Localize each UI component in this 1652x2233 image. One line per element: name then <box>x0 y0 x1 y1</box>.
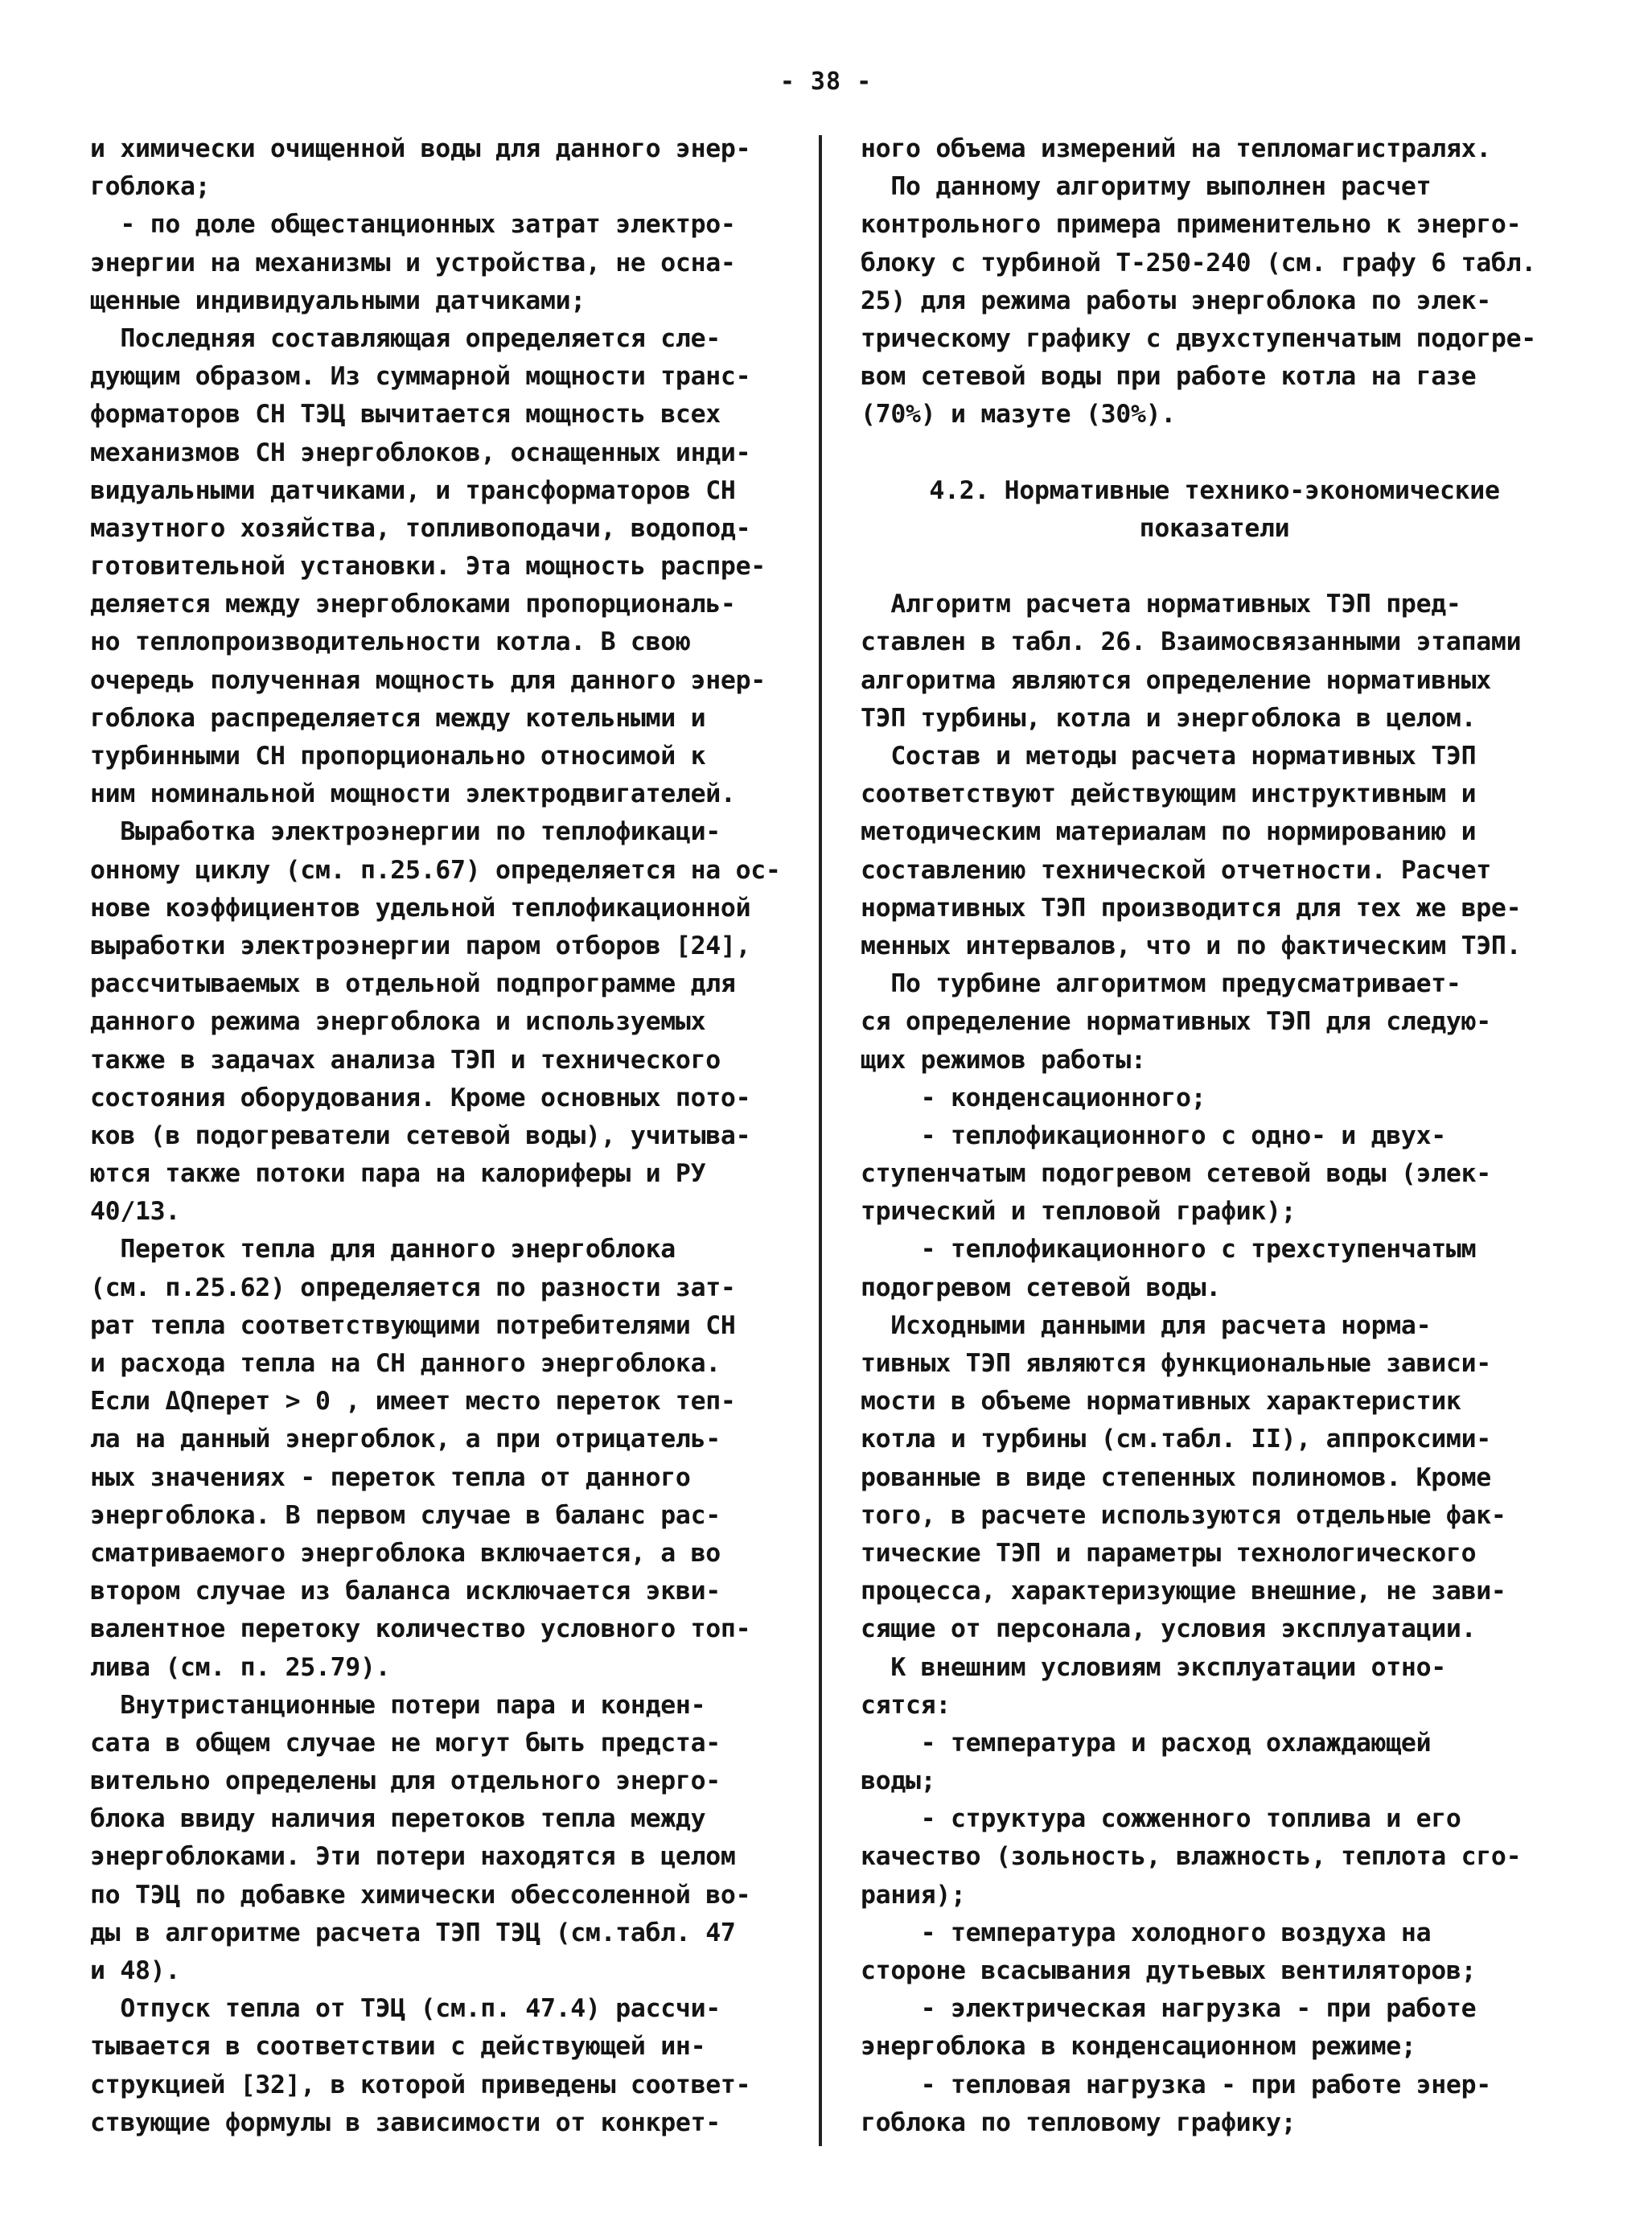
text-line: - тепловая нагрузка - при работе энер- <box>861 2070 1491 2099</box>
text-line: и 48). <box>90 1956 180 1985</box>
text-line: ды в алгоритме расчета ТЭП ТЭЦ (см.табл. 47 <box>90 1918 736 1947</box>
text-line: К внешним условиям эксплуатации отно- <box>861 1652 1446 1682</box>
spacer <box>861 434 1568 472</box>
text-line: вом сетевой воды при работе котла на газе <box>861 362 1477 392</box>
text-line: ставлен в табл. 26. Взаимосвязанными этапами <box>861 627 1522 657</box>
text-line: - электрическая нагрузка - при работе <box>861 1994 1477 2024</box>
text-line: мазутного хозяйства, топливоподачи, водопод- <box>90 513 751 543</box>
text-line: рат тепла соответствующими потребителями СН <box>90 1310 736 1340</box>
text-line: гоблока по тепловому графику; <box>861 2108 1297 2137</box>
text-line: тывается в соответствии с действующей ин- <box>90 2032 706 2062</box>
text-line: гоблока; <box>90 172 211 202</box>
text-line: Если ΔQперет > 0 , имеет место переток теп- <box>90 1387 736 1417</box>
text-line: - конденсационного; <box>861 1083 1206 1112</box>
text-line: ствующие формулы в зависимости от конкрет- <box>90 2108 721 2137</box>
text-line: качество (зольность, влажность, теплота сго- <box>861 1842 1522 1872</box>
text-line: составлению технической отчетности. Расчет <box>861 855 1491 885</box>
text-line: контрольного примера применительно к энерго- <box>861 210 1522 240</box>
column-divider <box>819 135 822 2146</box>
text-line: деляется между энергоблоками пропорциональ- <box>90 590 736 619</box>
text-line: выработки электроэнергии паром отборов [24], <box>90 931 751 960</box>
text-line: Исходными данными для расчета норма- <box>861 1310 1432 1340</box>
text-line: состояния оборудования. Кроме основных пото- <box>90 1083 751 1112</box>
text-line: энергии на механизмы и устройства, не осна- <box>90 248 736 278</box>
text-line: тические ТЭП и параметры технологического <box>861 1538 1477 1568</box>
text-line: сящие от персонала, условия эксплуатации. <box>861 1614 1477 1644</box>
text-line: турбинными СН пропорционально относимой к <box>90 742 706 771</box>
text-line: также в задачах анализа ТЭП и технического <box>90 1045 721 1075</box>
text-line: блока ввиду наличия перетоков тепла между <box>90 1804 706 1834</box>
text-line: По турбине алгоритмом предусматривает- <box>861 969 1461 999</box>
text-line: Алгоритм расчета нормативных ТЭП пред- <box>861 590 1461 619</box>
text-line: - структура сожженного топлива и его <box>861 1804 1461 1834</box>
text-line: менных интервалов, что и по фактическим ТЭП. <box>861 931 1522 960</box>
text-line: щенные индивидуальными датчиками; <box>90 286 586 315</box>
text-line: 40/13. <box>90 1197 180 1227</box>
text-line: - температура и расход охлаждающей <box>861 1728 1432 1758</box>
text-line: тивных ТЭП являются функциональные зависи- <box>861 1349 1491 1378</box>
text-line: очередь полученная мощность для данного энер- <box>90 665 766 695</box>
text-line: блоку с турбиной Т-250-240 (см. графу 6 табл. <box>861 248 1536 278</box>
text-line: стороне всасывания дутьевых вентиляторов; <box>861 1956 1477 1985</box>
text-line: - по доле общестанционных затрат электро- <box>90 210 736 240</box>
text-line: энергоблока в конденсационном режиме; <box>861 2032 1416 2062</box>
text-line: Отпуск тепла от ТЭЦ (см.п. 47.4) рассчи- <box>90 1994 721 2024</box>
text-line: нове коэффициентов удельной теплофикационной <box>90 893 751 923</box>
text-line: По данному алгоритму выполнен расчет <box>861 172 1432 202</box>
text-line: энергоблоками. Эти потери находятся в целом <box>90 1842 736 1872</box>
text-line: вительно определены для отдельного энерго- <box>90 1766 721 1796</box>
text-line: струкцией [32], в которой приведены соответ- <box>90 2070 751 2099</box>
text-line: и химически очищенной воды для данного энер- <box>90 134 751 163</box>
text-line: ТЭП турбины, котла и энергоблока в целом. <box>861 703 1477 733</box>
text-line: 25) для режима работы энергоблока по элек- <box>861 286 1491 315</box>
text-line: воды; <box>861 1766 936 1796</box>
text-line: ных значениях - переток тепла от данного <box>90 1462 691 1492</box>
text-line: мости в объеме нормативных характеристик <box>861 1387 1461 1417</box>
text-line: механизмов СН энергоблоков, оснащенных инди- <box>90 438 751 467</box>
text-line: рованные в виде степенных полиномов. Кроме <box>861 1462 1491 1492</box>
text-line: - температура холодного воздуха на <box>861 1918 1432 1947</box>
text-line: форматоров СН ТЭЦ вычитается мощность всех <box>90 400 721 430</box>
text-line: готовительной установки. Эта мощность распре- <box>90 552 766 582</box>
text-line: соответствуют действующим инструктивным и <box>861 779 1477 809</box>
text-line: (см. п.25.62) определяется по разности зат- <box>90 1273 736 1302</box>
text-line: сятся: <box>861 1690 951 1720</box>
text-line: (70%) и мазуте (30%). <box>861 400 1176 430</box>
text-line: ся определение нормативных ТЭП для следую- <box>861 1007 1491 1037</box>
text-line: Выработка электроэнергии по теплофикаци- <box>90 817 721 847</box>
text-line: того, в расчете используются отдельные фак- <box>861 1500 1506 1530</box>
text-line: ним номинальной мощности электродвигателей. <box>90 779 736 809</box>
text-line: процесса, характеризующие внешние, не зави- <box>861 1577 1506 1606</box>
text-line: ступенчатым подогревом сетевой воды (элек- <box>861 1159 1491 1189</box>
section-heading-line2: показатели <box>1139 513 1290 543</box>
text-line: - теплофикационного с трехступенчатым <box>861 1235 1477 1265</box>
left-column <box>90 130 814 2142</box>
text-line: энергоблока. В первом случае в баланс рас- <box>90 1500 721 1530</box>
text-line: рассчитываемых в отдельной подпрограмме для <box>90 969 736 999</box>
text-line: - теплофикационного с одно- и двух- <box>861 1121 1446 1150</box>
text-line: подогревом сетевой воды. <box>861 1273 1221 1302</box>
spacer <box>861 548 1568 586</box>
text-line: гоблока распределяется между котельными и <box>90 703 706 733</box>
text-line: ков (в подогреватели сетевой воды), учитыва- <box>90 1121 751 1150</box>
text-line: щих режимов работы: <box>861 1045 1146 1075</box>
text-line: ла на данный энергоблок, а при отрицатель- <box>90 1425 721 1454</box>
text-line: ются также потоки пара на калориферы и РУ <box>90 1159 706 1189</box>
text-line: дующим образом. Из суммарной мощности транс- <box>90 362 751 392</box>
text-line: нормативных ТЭП производится для тех же вре- <box>861 893 1522 923</box>
text-line: Последняя составляющая определяется сле- <box>90 323 721 353</box>
text-line: данного режима энергоблока и используемых <box>90 1007 706 1037</box>
right-column <box>861 130 1568 2142</box>
text-line: по ТЭЦ по добавке химически обессоленной во- <box>90 1880 751 1910</box>
text-line: втором случае из баланса исключается экви- <box>90 1577 721 1606</box>
text-line: видуальными датчиками, и трансформаторов СН <box>90 475 736 505</box>
text-line: Переток тепла для данного энергоблока <box>90 1235 676 1265</box>
text-line: алгоритма являются определение нормативных <box>861 665 1491 695</box>
text-line: и расхода тепла на СН данного энергоблока. <box>90 1349 721 1378</box>
text-line: Состав и методы расчета нормативных ТЭП <box>861 742 1477 771</box>
text-line: но теплопроизводительности котла. В свою <box>90 627 691 657</box>
text-line: сата в общем случае не могут быть предста- <box>90 1728 721 1758</box>
text-line: рания); <box>861 1880 966 1910</box>
right-column-body-text <box>861 586 1568 2142</box>
section-heading-line1: 4.2. Нормативные технико-экономические <box>929 475 1500 505</box>
text-line: трическому графику с двухступенчатым подогре- <box>861 323 1536 353</box>
text-line: Внутристанционные потери пара и конден- <box>90 1690 706 1720</box>
text-line: методическим материалам по нормированию и <box>861 817 1477 847</box>
text-line: сматриваемого энергоблока включается, а во <box>90 1538 721 1568</box>
text-line: онному циклу (см. п.25.67) определяется на ос- <box>90 855 781 885</box>
right-column-top-text <box>861 130 1568 434</box>
page-number: - 38 - <box>779 68 873 96</box>
text-line: валентное перетоку количество условного топ- <box>90 1614 751 1644</box>
text-line: котла и турбины (см.табл. II), аппроксими- <box>861 1425 1491 1454</box>
text-line: трический и тепловой график); <box>861 1197 1297 1227</box>
text-line: лива (см. п. 25.79). <box>90 1652 391 1682</box>
text-line: ного объема измерений на тепломагистралях. <box>861 134 1491 163</box>
